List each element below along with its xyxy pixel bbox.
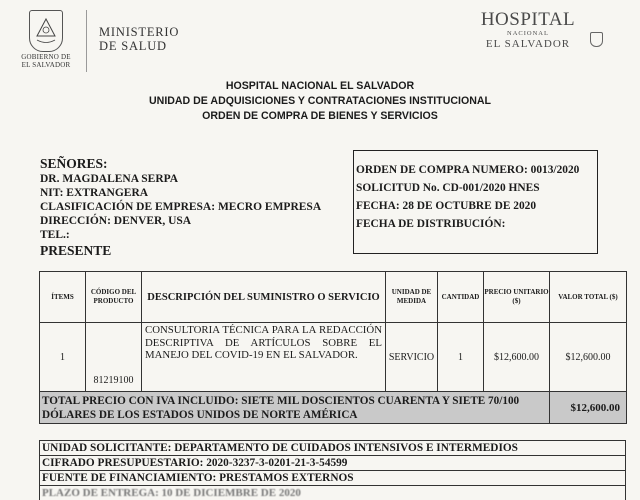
ministry-line-1: MINISTERIO xyxy=(99,25,180,39)
header-total: VALOR TOTAL ($) xyxy=(550,272,627,323)
header-unit-price: PRECIO UNITARIO ($) xyxy=(484,272,550,323)
header-quantity: CANTIDAD xyxy=(438,272,484,323)
recipient-classification: CLASIFICACIÓN DE EMPRESA: MECRO EMPRESA xyxy=(40,201,322,213)
government-name xyxy=(14,53,78,69)
recipient-phone: TEL.: xyxy=(40,229,70,241)
order-date: FECHA: 28 DE OCTUBRE DE 2020 xyxy=(356,200,537,212)
recipient-name: DR. MAGDALENA SERPA xyxy=(40,173,179,185)
budget-code: CIFRADO PRESUPUESTARIO: 2020-3237-3-0201-21-3-54599 xyxy=(40,456,625,471)
header-code: CÓDIGO DEL PRODUCTO xyxy=(86,272,142,323)
items-table xyxy=(39,271,627,424)
cell-unit: SERVICIO xyxy=(386,323,438,392)
government-line-1: GOBIERNO DE xyxy=(21,53,71,61)
cell-item: 1 xyxy=(40,323,86,392)
recipient-presente: PRESENTE xyxy=(40,243,112,258)
recipient-nit: NIT: EXTRANGERA xyxy=(40,187,149,199)
title-unit: UNIDAD DE ADQUISICIONES Y CONTRATACIONES INSTITUCIONAL xyxy=(149,95,491,107)
total-value: $12,600.00 xyxy=(550,392,627,424)
recipient-address: DIRECCIÓN: DENVER, USA xyxy=(40,215,192,227)
hospital-logo-line-1: HOSPITAL xyxy=(480,9,576,30)
header-items: ÍTEMS xyxy=(40,272,86,323)
hospital-logo xyxy=(468,10,588,50)
header-divider xyxy=(86,10,87,72)
cell-description: CONSULTORIA TÉCNICA PARA LA REDACCIÓN DESCRIPTIVA DE ARTÍCULOS SOBRE EL MANEJO DEL COVID-19 EN EL SALVADOR. xyxy=(142,323,386,392)
ministry-name xyxy=(99,25,179,53)
document-titles xyxy=(140,79,500,124)
government-seal-icon xyxy=(29,10,63,52)
header-description: DESCRIPCIÓN DEL SUMINISTRO O SERVICIO xyxy=(142,272,386,323)
delivery-term-partial: PLAZO DE ENTREGA: 10 DE DICIEMBRE DE 2020 xyxy=(42,487,301,499)
ministry-line-2: DE SALUD xyxy=(99,39,167,53)
order-request: SOLICITUD No. CD-001/2020 HNES xyxy=(356,182,540,194)
cell-total: $12,600.00 xyxy=(550,323,627,392)
hospital-seal-icon xyxy=(590,32,603,47)
cell-quantity: 1 xyxy=(438,323,484,392)
salutation: SEÑORES: xyxy=(40,156,108,171)
cell-unit-price: $12,600.00 xyxy=(484,323,550,392)
government-line-2: EL SALVADOR xyxy=(21,61,71,69)
hospital-logo-line-2: NACIONAL xyxy=(507,30,549,37)
recipient-block xyxy=(40,155,321,259)
order-distribution-date: FECHA DE DISTRIBUCIÓN: xyxy=(356,218,506,230)
order-number: ORDEN DE COMPRA NUMERO: 0013/2020 xyxy=(356,164,580,176)
hospital-logo-line-3: EL SALVADOR xyxy=(485,38,571,50)
table-header-row xyxy=(40,272,627,323)
table-row xyxy=(40,323,627,392)
requesting-unit: UNIDAD SOLICITANTE: DEPARTAMENTO DE CUIDADOS INTENSIVOS E INTERMEDIOS xyxy=(40,441,625,456)
title-hospital: HOSPITAL NACIONAL EL SALVADOR xyxy=(225,80,415,92)
footer-fields xyxy=(39,440,626,500)
title-order: ORDEN DE COMPRA DE BIENES Y SERVICIOS xyxy=(202,110,438,122)
cell-code: 81219100 xyxy=(86,323,142,392)
total-row xyxy=(40,392,627,424)
funding-source: FUENTE DE FINANCIAMIENTO: PRESTAMOS EXTERNOS xyxy=(40,471,625,486)
total-label: TOTAL PRECIO CON IVA INCLUIDO: SIETE MIL DOSCIENTOS CUARENTA Y SIETE 70/100 DÓLARES DE LOS ESTADOS UNIDOS DE NORTE AMÉRICA xyxy=(40,392,550,424)
order-info-box xyxy=(353,150,598,254)
header-unit: UNIDAD DE MEDIDA xyxy=(386,272,438,323)
